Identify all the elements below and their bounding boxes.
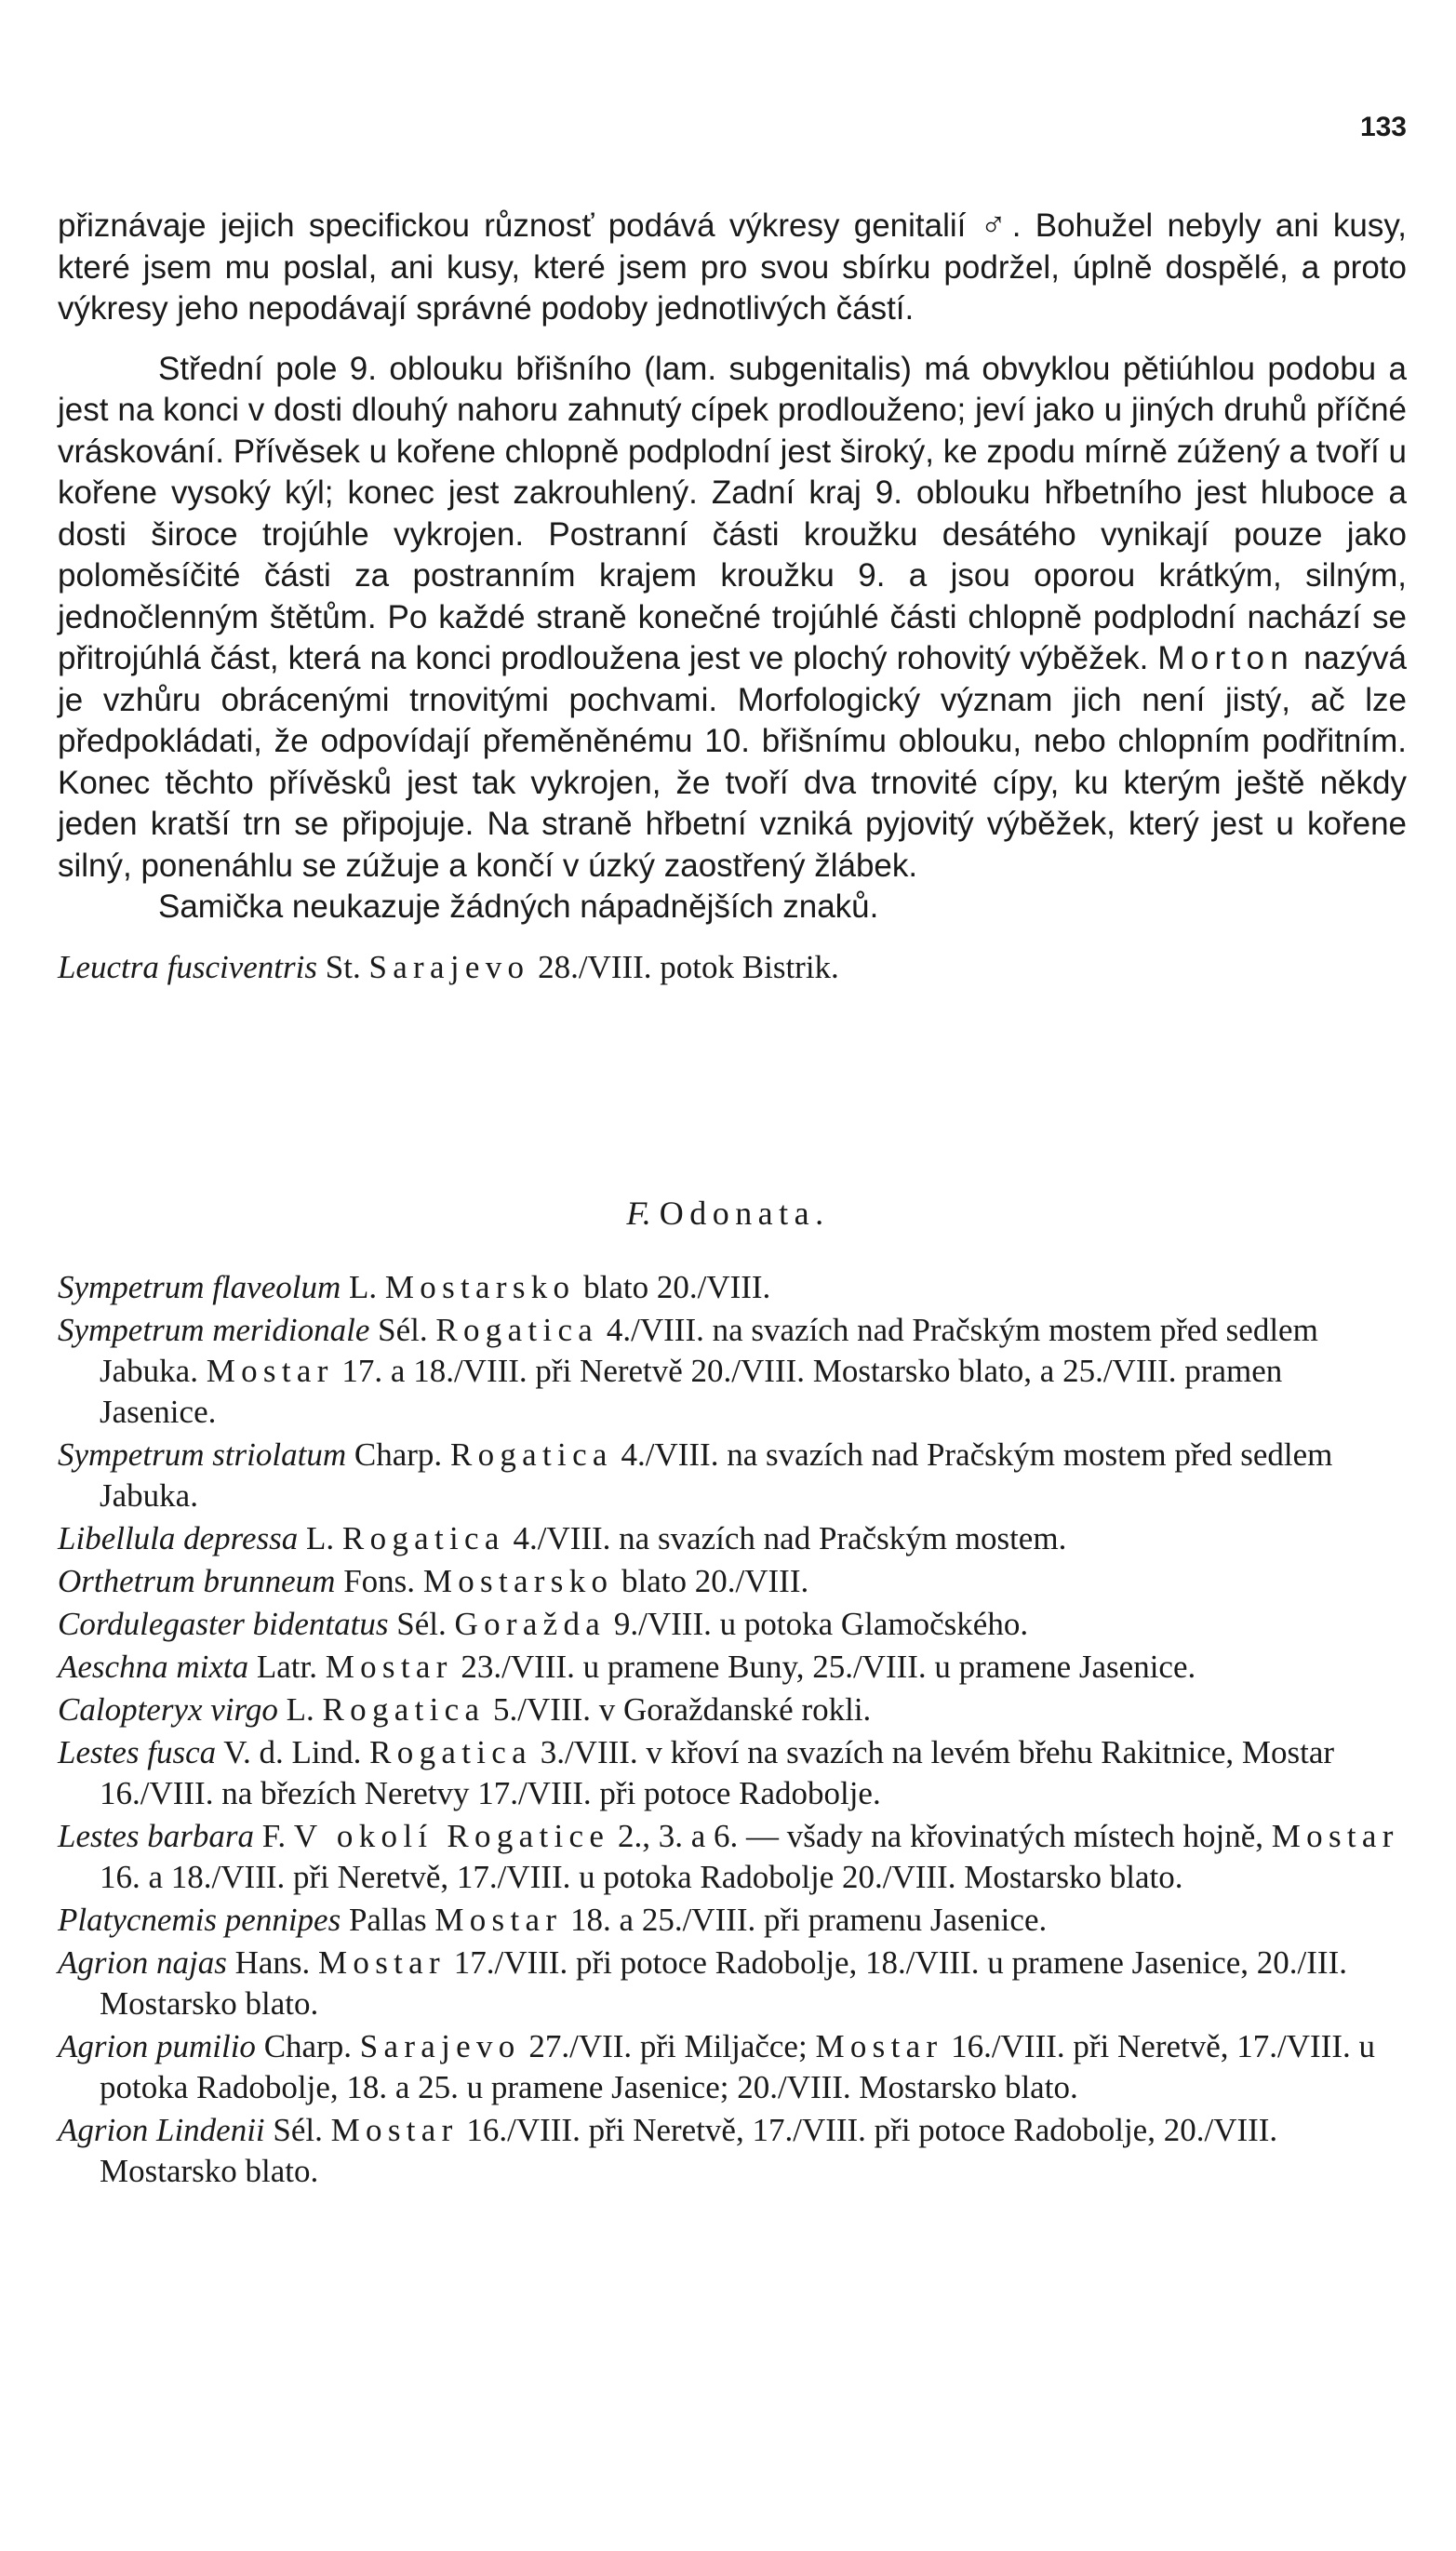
species-rest: 3./VIII. v křoví na svazích na levém břehu Rakitnice, Mostar 16./VIII. na březích Neretvy 17./VIII. při potoce Radobolje. bbox=[100, 1734, 1335, 1811]
species-author: Latr. bbox=[256, 1649, 317, 1685]
species-name: Orthetrum brunneum bbox=[58, 1563, 336, 1599]
species-place: Mostarsko bbox=[384, 1269, 576, 1305]
leuctra-record: Leuctra fusciventris St. Sarajevo 28./VIII. potok Bistrik. bbox=[58, 948, 839, 985]
species-place: Rogatica bbox=[369, 1734, 532, 1770]
species-author: Charp. bbox=[354, 1436, 443, 1473]
species-author: Fons. bbox=[343, 1563, 416, 1599]
paragraph-genitalia: přiznávaje jejich specifickou různosť podává výkresy genitalií ♂. Bohužel nebyly ani kusy, které jsem mu poslal, ani kusy, které jsem pro svou sbírku podržel, úplně dospělé, a proto výkresy jeho nepodávají správné podoby jednotlivých částí. bbox=[58, 206, 1408, 327]
species-name: Agrion najas bbox=[58, 1944, 227, 1981]
species-rest: 17./VIII. při potoce Radobolje, 18./VIII. u pramene Jasenice, 20./III. Mostarsko blato. bbox=[100, 1944, 1347, 2022]
species-place: Rogatica bbox=[341, 1520, 505, 1556]
species-author: Sél. bbox=[273, 2112, 323, 2148]
species-name: Lestes barbara bbox=[58, 1818, 254, 1854]
species-place: Mostar bbox=[318, 1944, 446, 1981]
species-entry bbox=[58, 2110, 1407, 2192]
page-number: 133 bbox=[1359, 112, 1407, 142]
species-place: Mostar bbox=[434, 1902, 563, 1938]
species-author: F. bbox=[261, 1818, 287, 1854]
species-entry bbox=[58, 1816, 1407, 1898]
species-author: Hans. bbox=[234, 1944, 311, 1981]
species-rest: 4./VIII. na svazích nad Pračským mostem. bbox=[513, 1520, 1067, 1556]
species-entry bbox=[58, 1518, 1407, 1559]
species-name: Agrion pumilio bbox=[58, 2028, 256, 2064]
species-rest: 5./VIII. v Goraždanské rokli. bbox=[493, 1691, 872, 1728]
species-rest: 27./VII. při Miljačce; bbox=[528, 2028, 816, 2064]
species-rest: 18. a 25./VIII. při pramenu Jasenice. bbox=[570, 1902, 1048, 1938]
species-author: Charp. bbox=[263, 2028, 352, 2064]
species-place: Mostar bbox=[1271, 1818, 1399, 1854]
species-author: L. bbox=[306, 1520, 335, 1556]
species-place: Rogatica bbox=[322, 1691, 486, 1728]
species-author: Sél. bbox=[396, 1606, 447, 1642]
species-entry bbox=[58, 1732, 1407, 1814]
species-rest: 9./VIII. u potoka Glamočského. bbox=[613, 1606, 1029, 1642]
intro-text bbox=[58, 205, 1407, 988]
male-symbol-icon: ♂ bbox=[980, 206, 1012, 245]
species-rest: blato 20./VIII. bbox=[621, 1563, 809, 1599]
species-place: Rogatica bbox=[435, 1312, 599, 1348]
species-place: V okolí Rogatice bbox=[293, 1818, 610, 1854]
species-rest: blato 20./VIII. bbox=[583, 1269, 771, 1305]
species-name: Sympetrum meridionale bbox=[58, 1312, 370, 1348]
species-place: Mostar bbox=[206, 1353, 334, 1389]
species-entry bbox=[58, 1900, 1407, 1941]
species-name: Sympetrum striolatum bbox=[58, 1436, 347, 1473]
species-name: Calopteryx virgo bbox=[58, 1691, 278, 1728]
species-name: Aeschna mixta bbox=[58, 1649, 249, 1685]
species-rest: 17. a 18./VIII. při Neretvě 20./VIII. Mostarsko blato, a 25./VIII. pramen Jasenice. bbox=[100, 1353, 1283, 1430]
species-name: Sympetrum flaveolum bbox=[58, 1269, 341, 1305]
species-author: L. bbox=[286, 1691, 314, 1728]
species-place: Sarajevo bbox=[359, 2028, 521, 2064]
species-rest: 16./VIII. při Neretvě, 17./VIII. při potoce Radobolje, 20./VIII. Mostarsko blato. bbox=[100, 2112, 1278, 2189]
species-entry bbox=[58, 1310, 1407, 1433]
species-entry bbox=[58, 1604, 1407, 1645]
species-list bbox=[58, 1267, 1407, 2194]
species-entry bbox=[58, 1647, 1407, 1688]
paragraph-description: Střední pole 9. oblouku břišního (lam. subgenitalis) má obvyklou pětiúhlou podobu a jest na konci v dosti dlouhý nahoru zahnutý cípek prodlouženo; jeví jako u jiných druhů příčné vráskování. Přívěsek u kořene chlopně podplodní jest široký, ke zpodu mírně zúžený a tvoří u kořene vysoký kýl; konec jest zakrouhlený. Zadní kraj 9. oblouku hřbetního jest hluboce a dosti široce trojúhle vykrojen. Postranní části kroužku desátého vynikají pouze jako poloměsíčité části za postranním krajem kroužku 9. a jsou oporou krátkým, silným, jednočlenným štětům. Po každé straně konečné trojúhlé části chlopně podplodní nachází se přitrojúhlá část, která na konci prodloužena jest ve plochý rohovitý výběžek. Morton nazývá je vzhůru obrácenými trnovitými pochvami. Morfologický význam jich není jistý, ač lze předpokládati, že odpovídají přeměněnému 10. břišnímu oblouku, nebo chlopním podřitním. Konec těchto přívěsků jest tak vykrojen, že tvoří dva trnovité cípy, ku kterým ještě někdy jeden kratší trn se připojuje. Na straně hřbetní vzniká pyjovitý výběžek, který jest u kořene silný, ponenáhlu se zúžuje a končí v úzký zaostřený žlábek. bbox=[58, 350, 1407, 884]
species-name: Platycnemis pennipes bbox=[58, 1902, 341, 1938]
species-rest: 16./VIII. při Neretvě, 17./VIII. u potoka Radobolje, 18. a 25. u pramene Jasenice; 20./VIII. Mostarsko blato. bbox=[100, 2028, 1375, 2105]
species-name: Agrion Lindenii bbox=[58, 2112, 265, 2148]
species-rest: 2., 3. a 6. — všady na křovinatých místech hojně, bbox=[617, 1818, 1272, 1854]
paragraph-female: Samička neukazuje žádných nápadnějších znaků. bbox=[158, 888, 879, 925]
species-name: Lestes fusca bbox=[58, 1734, 217, 1770]
species-entry bbox=[58, 1267, 1407, 1308]
species-entry bbox=[58, 1561, 1407, 1602]
species-rest: 16. a 18./VIII. při Neretvě, 17./VIII. u potoka Radobolje 20./VIII. Mostarsko blato. bbox=[100, 1859, 1183, 1895]
species-entry bbox=[58, 2026, 1407, 2108]
species-rest: 23./VIII. u pramene Buny, 25./VIII. u pramene Jasenice. bbox=[461, 1649, 1196, 1685]
species-entry bbox=[58, 1943, 1407, 2024]
species-place: Mostarsko bbox=[422, 1563, 614, 1599]
species-entry bbox=[58, 1435, 1407, 1516]
author-morton: Morton bbox=[1157, 640, 1295, 676]
species-author: Sél. bbox=[378, 1312, 428, 1348]
species-place: Goražda bbox=[454, 1606, 607, 1642]
species-place: Rogatica bbox=[449, 1436, 613, 1473]
species-rest: 4./VIII. na svazích nad Pračským mostem před sedlem Jabuka. bbox=[100, 1312, 1318, 1389]
species-author: L. bbox=[348, 1269, 378, 1305]
species-place: Mostar bbox=[815, 2028, 943, 2064]
species-entry bbox=[58, 1690, 1407, 1730]
species-name: Cordulegaster bidentatus bbox=[58, 1606, 389, 1642]
species-place: Mostar bbox=[330, 2112, 459, 2148]
species-author: V. d. Lind. bbox=[223, 1734, 362, 1770]
species-author: Pallas bbox=[348, 1902, 427, 1938]
species-place: Mostar bbox=[325, 1649, 453, 1685]
section-heading: F. Odonata. bbox=[626, 1195, 830, 1232]
species-rest: 4./VIII. na svazích nad Pračským mostem před sedlem Jabuka. bbox=[100, 1436, 1333, 1514]
species-name: Libellula depressa bbox=[58, 1520, 299, 1556]
